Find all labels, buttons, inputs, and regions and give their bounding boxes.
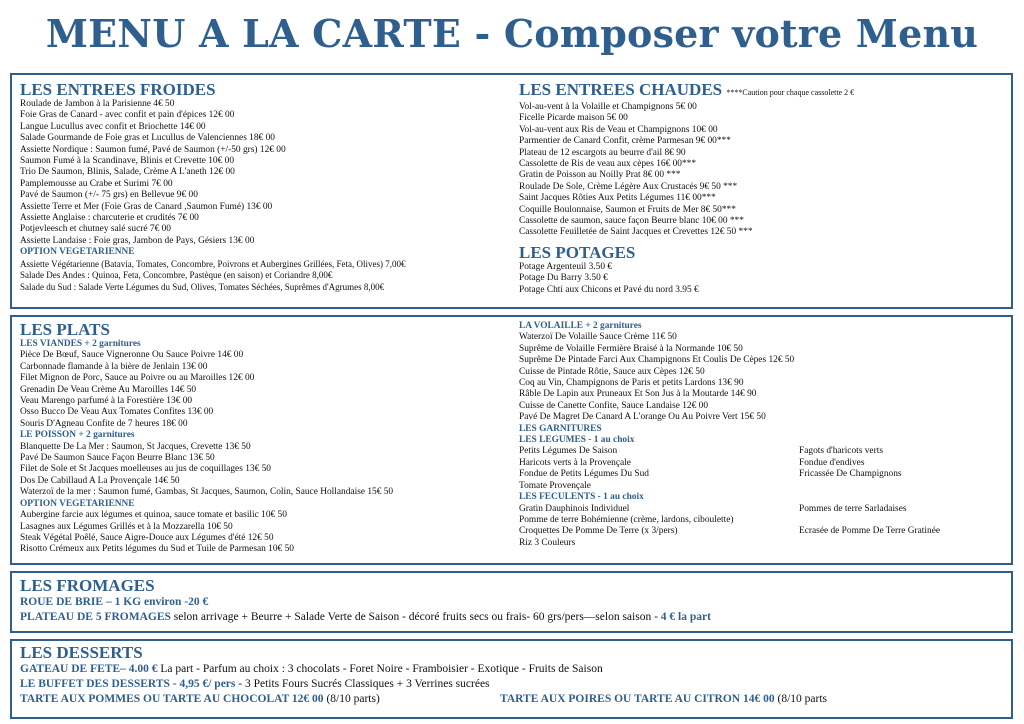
page-title: MENU A LA CARTE - Composer votre Menu	[45, 11, 979, 56]
menu-item: Salade Gourmande de Foie gras et Lucullus de Valenciennes 18€ 00	[20, 133, 275, 144]
menu-item: Roulade de Jambon à la Parisienne 4€ 50	[20, 99, 175, 109]
tarte-poires-title: TARTE AUX POIRES OU TARTE AU CITRON 14€ 00	[500, 693, 775, 705]
buffet-desc: - 3 Petits Fours Sucrés Classiques + 3 Verrines sucrées	[235, 678, 490, 690]
entrees-froides-list	[20, 99, 512, 247]
tarte-pommes-parts: (8/10 parts)	[323, 693, 380, 705]
menu-item: Potage Chti aux Chicons et Pavé du nord 3.95 €	[519, 284, 699, 295]
plats-left-column	[20, 321, 512, 556]
menu-item: Pavé De Magret De Canard A L'orange Ou Au Poivre Vert 15€ 50	[519, 412, 766, 423]
menu-item: Petits Légumes De Saison	[519, 446, 618, 457]
entrees-froides-column	[20, 81, 512, 293]
entrees-veg-heading: OPTION VEGETARIENNE	[20, 247, 135, 258]
menu-item: Blanquette De La Mer : Saumon, St Jacques, Crevette 13€ 50	[20, 441, 251, 452]
fromages-heading: LES FROMAGES	[20, 576, 155, 595]
menu-item: Pomme de terre Bohémienne (crème, lardons, ciboulette)	[519, 514, 734, 525]
cassolette-caution-note: ****Caution pour chaque cassolette 2 €	[726, 88, 855, 97]
menu-item: Waterzoï De Volaille Sauce Crème 11€ 50	[519, 332, 677, 343]
menu-item: Ecrasée de Pomme De Terre Gratinée	[799, 526, 941, 537]
plateau-fromages-line	[20, 610, 1005, 625]
menu-item: Risotto Crémeux aux Petits légumes du Sud et Tuile de Parmesan 10€ 50	[20, 544, 294, 555]
entrees-chaudes-list	[519, 102, 1009, 239]
menu-item: Langue Lucullus avec confit et Briochette 14€ 00	[20, 121, 206, 132]
fromages-content	[20, 577, 1005, 625]
poisson-list	[20, 442, 512, 499]
menu-item: Gratin Dauphinois Individuel	[519, 503, 630, 514]
buffet-line	[20, 677, 1005, 692]
legumes-right-list	[799, 446, 902, 492]
potages-heading: LES POTAGES	[519, 242, 636, 262]
buffet-title: LE BUFFET DES DESSERTS - 4,95 €/ pers	[20, 678, 236, 690]
roue-de-brie-line	[20, 595, 1005, 610]
desserts-content	[20, 644, 1005, 707]
feculents-right-list	[799, 504, 940, 550]
legumes-grid	[519, 446, 1009, 492]
plateau-fromages-price: 4 € la part	[660, 611, 711, 623]
menu-item: Fondue de Petits Légumes Du Sud	[519, 469, 649, 480]
plats-heading: LES PLATS	[20, 320, 110, 339]
menu-item: Souris D'Agneau Confite de 7 heures 18€ 00	[20, 418, 188, 429]
menu-item: Trio De Saumon, Blinis, Salade, Crème A L'aneth 12€ 00	[20, 167, 235, 178]
menu-item: Pavé de Saumon (+/- 75 grs) en Bellevue 9€ 00	[20, 190, 198, 201]
menu-item: Croquettes De Pomme De Terre (x 3/pers)	[519, 526, 678, 537]
menu-item: Potage Du Barry 3.50 €	[519, 273, 608, 284]
viandes-list	[20, 350, 512, 430]
menu-item: Saint Jacques Rôties Aux Petits Légumes 11€ 00***	[519, 193, 716, 204]
menu-item: Salade Des Andes : Quinoa, Feta, Concombre, Pastèque (en saison) et Coriandre 8,00€	[20, 270, 333, 281]
menu-item: Steak Végétal Poêlé, Sauce Aigre-Douce aux Légumes d'été 12€ 50	[20, 532, 274, 543]
fromages-panel	[10, 571, 1013, 633]
tarte-pommes-title: TARTE AUX POMMES OU TARTE AU CHOCOLAT 12€ 00	[20, 693, 324, 705]
menu-item: Roulade De Sole, Crème Légère Aux Crustacés 9€ 50 ***	[519, 181, 738, 192]
roue-de-brie-text: ROUE DE BRIE – 1 KG environ -20 €	[20, 596, 209, 608]
menu-item: Haricots verts à la Provençale	[519, 457, 631, 468]
menu-item: Vol-au-vent à la Volaille et Champignons 5€ 00	[519, 102, 697, 112]
feculents-heading: LES FECULENTS - 1 au choix	[519, 492, 644, 503]
menu-item: Fricassée De Champignons	[799, 469, 902, 480]
gateau-line	[20, 662, 1005, 677]
legumes-left-list	[519, 446, 799, 492]
viandes-heading: LES VIANDES + 2 garnitures	[20, 339, 141, 349]
menu-item: Potjevleesch et chutney salé sucré 7€ 00	[20, 224, 171, 235]
menu-item: Saumon Fumé à la Scandinave, Blinis et Crevette 10€ 00	[20, 156, 235, 167]
menu-item: Cuisse de Pintade Rôtie, Sauce aux Cèpes 12€ 50	[519, 366, 705, 377]
potages-list	[519, 262, 1009, 296]
menu-item	[799, 515, 940, 526]
tarte-poires-parts: (8/10 parts	[774, 693, 827, 705]
gateau-title: GATEAU DE FETE– 4.00 €	[20, 663, 158, 675]
entrees-panel	[10, 73, 1013, 309]
menu-item: Cassolette Feuilletée de Saint Jacques et Crevettes 12€ 50 ***	[519, 227, 753, 238]
plats-right-column	[519, 321, 1009, 549]
menu-item: Pavé De Saumon Sauce Façon Beurre Blanc 13€ 50	[20, 453, 215, 464]
menu-item: Filet Mignon de Porc, Sauce au Poivre ou au Maroilles 12€ 00	[20, 373, 255, 384]
menu-item: Coq au Vin, Champignons de Paris et petits Lardons 13€ 90	[519, 378, 744, 389]
volaille-heading: LA VOLAILLE + 2 garnitures	[519, 321, 642, 331]
menu-item: Foie Gras de Canard - avec confit et pain d'épices 12€ 00	[20, 110, 235, 121]
volaille-list	[519, 332, 1009, 423]
menu-item: Râble De Lapin aux Pruneaux Et Son Jus à la Moutarde 14€ 90	[519, 389, 757, 400]
entrees-froides-heading: LES ENTREES FROIDES	[20, 80, 216, 99]
menu-item: Suprême De Pintade Farci Aux Champignons Et Coulis De Cèpes 12€ 50	[519, 355, 795, 366]
menu-item: Potage Argenteuil 3.50 €	[519, 261, 613, 272]
plats-veg-list	[20, 510, 512, 556]
menu-item: Assiette Nordique : Saumon fumé, Pavé de Saumon (+/-50 grs) 12€ 00	[20, 144, 286, 155]
menu-item: Carbonnade flamande à la bière de Jenlain 13€ 00	[20, 361, 208, 372]
entrees-chaudes-title: LES ENTREES CHAUDES	[519, 80, 723, 99]
feculents-left-list	[519, 504, 799, 550]
tartes-line	[20, 692, 1005, 707]
menu-item: Suprême de Volaille Fermière Braisé à la Normande 10€ 50	[519, 343, 743, 354]
menu-item: Pommes de terre Sarladaises	[799, 503, 907, 514]
menu-item: Cassolette de saumon, sauce façon Beurre blanc 10€ 00 ***	[519, 216, 744, 227]
menu-item: Filet de Sole et St Jacques moelleuses au jus de coquillages 13€ 50	[20, 464, 271, 475]
poisson-heading: LE POISSON + 2 garnitures	[20, 430, 135, 441]
menu-item: Pamplemousse au Crabe et Surimi 7€ 00	[20, 178, 173, 189]
menu-item: Grenadin De Veau Crème Au Maroilles 14€ 50	[20, 384, 197, 395]
menu-item: Veau Marengo parfumé à la Forestière 13€ 00	[20, 396, 193, 407]
entrees-chaudes-column	[519, 81, 1009, 296]
menu-item: Cuisse de Canette Confite, Sauce Landaise 12€ 00	[519, 400, 709, 411]
desserts-panel	[10, 639, 1013, 719]
menu-item: Assiette Végétarienne (Batavia, Tomates, Concombre, Poivrons et Aubergines Grillées, Feta, Olives) 7,00€	[20, 258, 406, 269]
garnitures-heading: LES GARNITURES	[519, 423, 602, 434]
menu-item: Dos De Cabillaud A La Provençale 14€ 50	[20, 475, 180, 486]
entrees-chaudes-heading	[519, 81, 1009, 102]
tarte-pommes-item	[20, 692, 500, 707]
menu-item: Lasagnes aux Légumes Grillés et à la Mozzarella 10€ 50	[20, 521, 233, 532]
plateau-fromages-desc: selon arrivage + Beurre + Salade Verte de Saison - décoré fruits secs ou frais- 60 grs/pers—selon saison -	[170, 611, 661, 623]
feculents-grid	[519, 504, 1009, 550]
menu-item: Parmentier de Canard Confit, crème Parmesan 9€ 00***	[519, 136, 731, 147]
menu-item: Pièce De Bœuf, Sauce Vigneronne Ou Sauce Poivre 14€ 00	[20, 350, 244, 361]
menu-item: Fondue d'endives	[799, 457, 865, 468]
tarte-poires-item	[500, 692, 827, 707]
menu-item: Assiette Terre et Mer (Foie Gras de Canard ,Saumon Fumé) 13€ 00	[20, 201, 273, 212]
menu-item: Vol-au-vent aux Ris de Veau et Champignons 10€ 00	[519, 124, 718, 135]
menu-item: Riz 3 Couleurs	[519, 537, 576, 548]
entrees-veg-list	[20, 259, 512, 293]
plats-veg-heading: OPTION VEGETARIENNE	[20, 498, 135, 509]
menu-item: Ficelle Picarde maison 5€ 00	[519, 113, 628, 124]
menu-item: Gratin de Poisson au Noilly Prat 8€ 00 ***	[519, 170, 681, 181]
menu-item: Fagots d'haricots verts	[799, 446, 883, 457]
plats-panel	[10, 315, 1013, 565]
menu-item: Coquille Boulonnaise, Saumon et Fruits de Mer 8€ 50***	[519, 204, 736, 215]
menu-item: Assiette Landaise : Foie gras, Jambon de Pays, Gésiers 13€ 00	[20, 235, 255, 246]
menu-item: Assiette Anglaise : charcuterie et crudités 7€ 00	[20, 213, 199, 224]
legumes-heading: LES LEGUMES - 1 au choix	[519, 435, 635, 446]
menu-item: Tomate Provençale	[519, 480, 591, 491]
menu-item: Osso Bucco De Veau Aux Tomates Confites 13€ 00	[20, 407, 214, 418]
menu-item: Cassolette de Ris de veau aux cèpes 16€ 00***	[519, 159, 697, 170]
plateau-fromages-title: PLATEAU DE 5 FROMAGES	[20, 611, 171, 623]
menu-item: Aubergine farcie aux légumes et quinoa, sauce tomate et basilic 10€ 50	[20, 510, 287, 521]
menu-item: Salade du Sud : Salade Verte Légumes du Sud, Olives, Tomates Séchées, Suprêmes d'Agrumes 8,00€	[20, 281, 385, 292]
menu-item: Plateau de 12 escargots au beurre d'ail 8€ 90	[519, 147, 686, 158]
desserts-heading: LES DESSERTS	[20, 643, 143, 662]
gateau-desc: La part - Parfum au choix : 3 chocolats - Foret Noire - Framboisier - Exotique - Fruits de Saison	[157, 663, 603, 675]
menu-item: Waterzoï de la mer : Saumon fumé, Gambas, St Jacques, Saumon, Colin, Sauce Hollandaise 15€ 50	[20, 487, 394, 498]
